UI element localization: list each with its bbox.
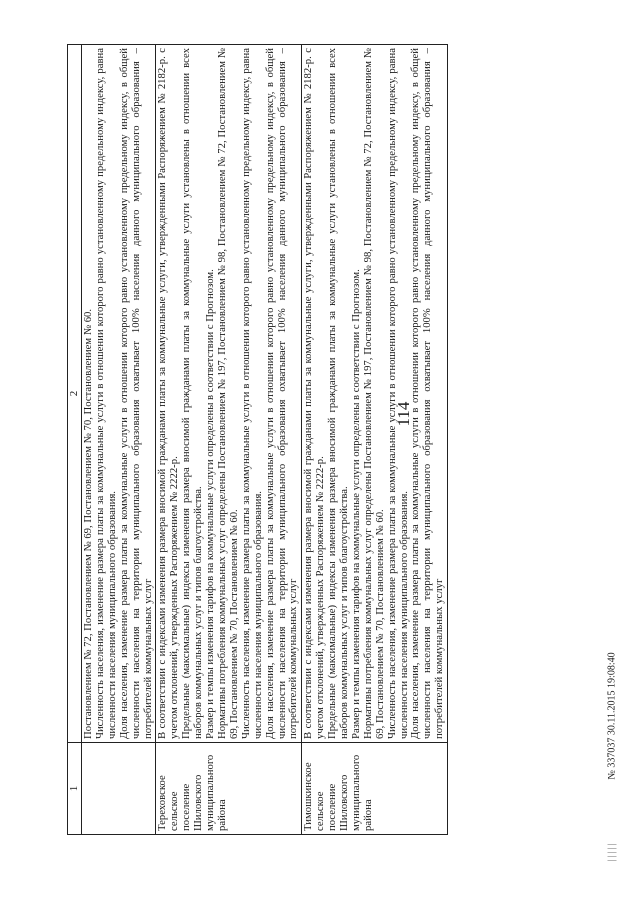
- paragraph: Предельные (максимальные) индексы изменения размера вносимой гражданами платы за коммунальные услуги установлены в отношении всех наборов коммунальных услуг и типов благоустройства.: [326, 48, 351, 739]
- faint-signature-mark: [608, 841, 617, 881]
- municipality-name: Тереховское сельское поселение Шиловского муниципального района: [156, 743, 302, 835]
- paragraph: Численность населения, изменение размера платы за коммунальные услуги в отношении которого равно установленному предельному индексу, равна численности населения муниципального образования.: [93, 48, 118, 739]
- paragraph: Постановлением № 72, Постановлением № 69, Постановлением № 70, Постановлением № 60.: [82, 308, 94, 739]
- document-sheet: [67, 45, 567, 835]
- paragraph: В соответствии с индексами изменения размера вносимой гражданами платы за коммунальные услуги, утвержденными Распоряжением № 2182-р. с учетом отклонений, утвержденных Распоряжением № 2222-р.: [302, 48, 327, 739]
- paragraph: Доля населения, изменение размера платы за коммунальные услуги в отношении которого равно установленному предельному индексу, в общей численности населения на территории муниципального образования охватывает 100% населения данного муниципального образования – потребителей коммунальных услуг: [263, 48, 300, 739]
- page-number: 114: [394, 401, 413, 427]
- municipality-name: [82, 743, 156, 835]
- paragraph: Доля населения, изменение размера платы за коммунальные услуги в отношении которого равно установленному предельному индексу, в общей численности населения на территории муниципального образования охватывает 100% населения данного муниципального образования – потребителей коммунальных услуг: [409, 48, 446, 739]
- measures-text: [302, 45, 448, 743]
- column-header-1: 1: [68, 743, 82, 835]
- measures-text: [156, 45, 302, 743]
- paragraph: Нормативы потребления коммунальных услуг определены Постановлением № 197, Постановлением № 98, Постановлением № 72, Постановлением № 69, Постановлением № 70, Постановлением № 60.: [361, 48, 386, 739]
- registration-stamp: № 337037 30.11.2015 19:08:40: [606, 652, 618, 780]
- municipality-name: Тимошкинское сельское поселение Шиловского муниципального района: [302, 743, 448, 835]
- paragraph: Нормативы потребления коммунальных услуг определены Постановлением № 197, Постановлением № 98, Постановлением № 72, Постановлением № 69, Постановлением № 70, Постановлением № 60.: [215, 48, 240, 739]
- table-row: [302, 45, 448, 835]
- paragraph: Численность населения, изменение размера платы за коммунальные услуги в отношении которого равно установленному предельному индексу, равна численности населения муниципального образования.: [385, 48, 410, 739]
- column-header-2: 2: [68, 45, 82, 743]
- tariff-table: [67, 44, 448, 835]
- table-header-row: [68, 45, 82, 835]
- table-row: [82, 45, 156, 835]
- paragraph: Доля населения, изменение размера платы за коммунальные услуги в отношении которого равно установленному предельному индексу, в общей численности населения на территории муниципального образования охватывает 100% населения данного муниципального образования – потребителей коммунальных услуг: [117, 48, 154, 739]
- paragraph: Размер и темпы изменения тарифов на коммунальные услуги определены в соответствии с Прогнозом.: [204, 269, 217, 739]
- paragraph: Численность населения, изменение размера платы за коммунальные услуги в отношении которого равно установленному предельному индексу, равна численности населения муниципального образования.: [239, 48, 264, 739]
- table-row: [156, 45, 302, 835]
- measures-text: [82, 45, 156, 743]
- paragraph: В соответствии с индексами изменения размера вносимой гражданами платы за коммунальные услуги, утвержденными Распоряжением № 2182-р. с учетом отклонений, утвержденных Распоряжением № 2222-р.: [156, 48, 181, 739]
- paragraph: Размер и темпы изменения тарифов на коммунальные услуги определены в соответствии с Прогнозом.: [349, 269, 362, 739]
- paragraph: Предельные (максимальные) индексы изменения размера вносимой гражданами платы за коммунальные услуги установлены в отношении всех наборов коммунальных услуг и типов благоустройства.: [180, 48, 205, 739]
